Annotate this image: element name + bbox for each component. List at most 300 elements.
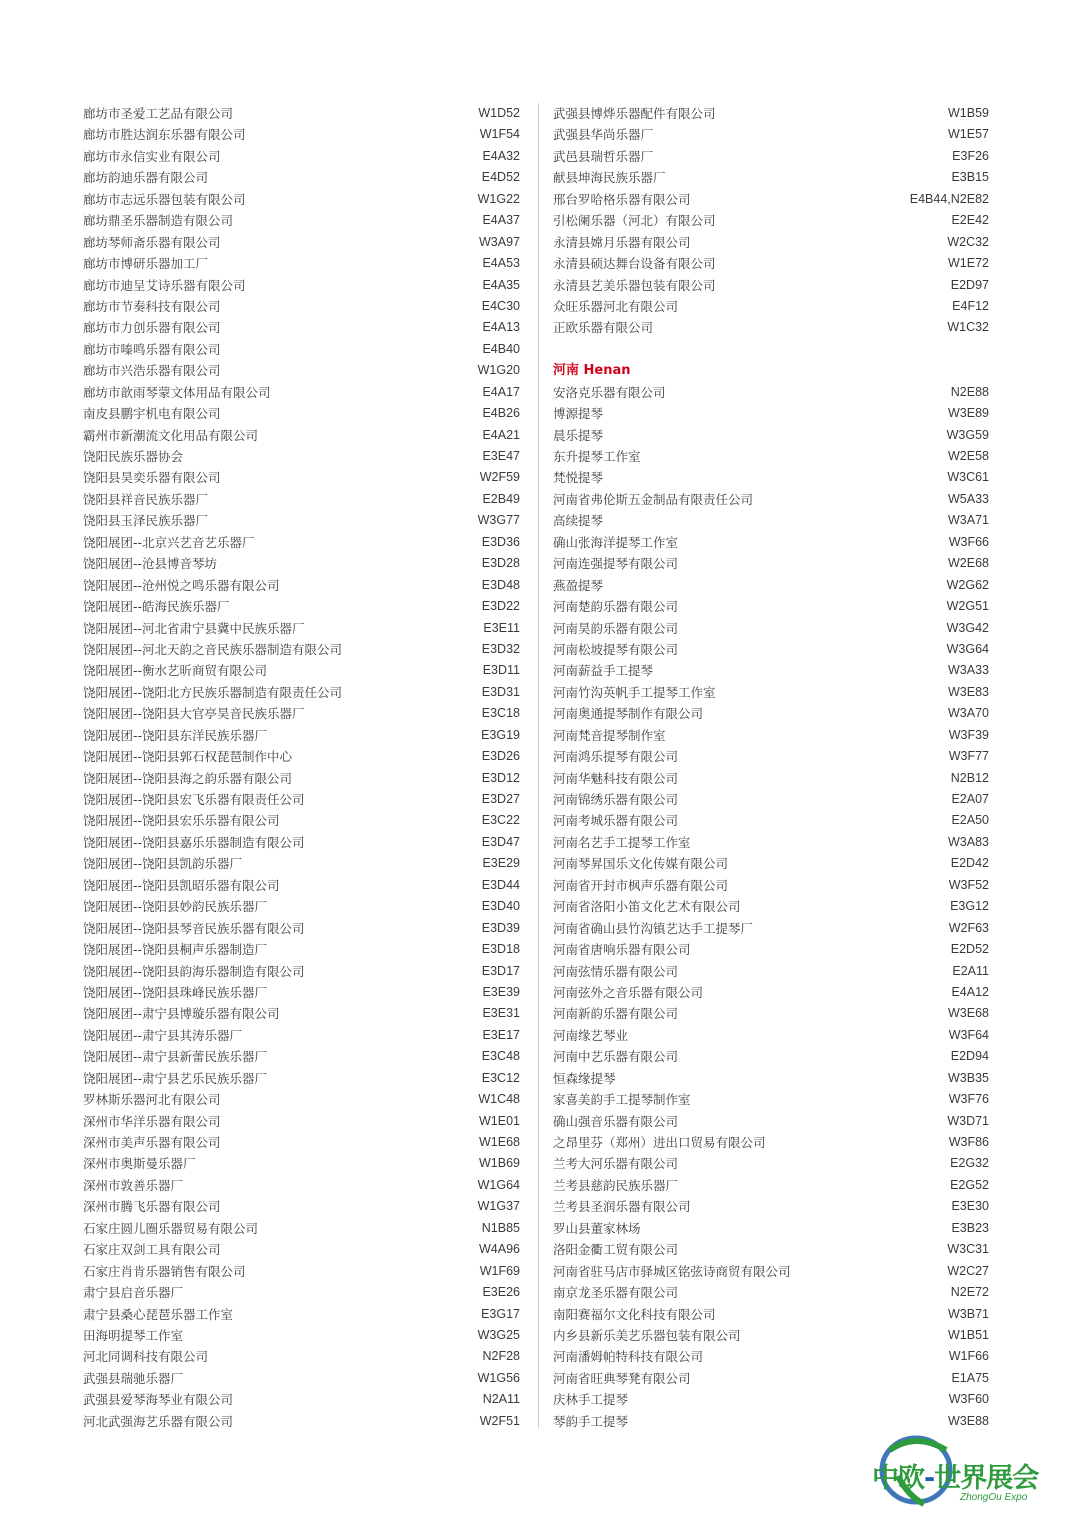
booth-number: W3A71 [948,513,989,528]
exhibitor-row [83,575,520,596]
exhibitor-row [83,275,520,296]
exhibitor-row [553,1089,989,1110]
exhibitor-name: 南京龙圣乐器有限公司 [553,1285,679,1301]
booth-number: W1G64 [477,1177,520,1192]
exhibitor-name: 饶阳民族乐器协会 [83,449,184,464]
exhibitor-name: 河南竹沟英帆手工提琴工作室 [553,684,716,700]
exhibitor-name: 饶阳展团--河北天韵之音民族乐器制造有限公司 [83,641,343,657]
exhibitor-row [83,1046,520,1067]
booth-number: W3E83 [948,684,989,699]
booth-number: W3G59 [946,427,989,442]
exhibitor-name: 饶阳展团--肃宁县艺乐民族乐器厂 [83,1070,268,1086]
exhibitor-name: 家喜美韵手工提琴制作室 [553,1092,691,1108]
exhibitor-row [553,382,989,403]
booth-number: E2G32 [950,1156,989,1171]
exhibitor-name: 饶阳展团--衡水艺昕商贸有限公司 [83,663,268,679]
exhibitor-name: 河南省驻马店市驿城区铭弦诗商贸有限公司 [553,1263,791,1279]
exhibitor-name: 河南琴昇国乐文化传媒有限公司 [553,856,729,872]
exhibitor-name: 洛阳金衢工贸有限公司 [553,1242,679,1258]
exhibitor-row [83,532,520,553]
booth-number: E3D28 [481,556,520,571]
booth-number: E3D22 [481,599,520,614]
booth-number: E3D39 [481,920,520,935]
exhibitor-name: 饶阳展团--饶阳县韵海乐器制造有限公司 [83,963,305,979]
exhibitor-name: 廊坊鼎圣乐器制造有限公司 [83,213,234,229]
henan-exhibitor-list [553,382,989,1432]
exhibitor-row [83,789,520,810]
booth-number: W3A70 [948,706,989,721]
exhibitor-name: 廊坊市志远乐器包装有限公司 [83,191,246,207]
exhibitor-row [83,768,520,789]
booth-number: W3C61 [947,470,989,485]
exhibitor-row [553,425,989,446]
booth-number: W1G20 [477,363,520,378]
exhibitor-name: 河南省开封市枫声乐器有限公司 [553,877,729,893]
exhibitor-row [83,510,520,531]
booth-number: W2F51 [479,1413,520,1428]
booth-number: E4A53 [482,256,520,271]
booth-number: E4A21 [482,427,520,442]
exhibitor-name: 廊坊市嗪鸣乐器有限公司 [83,341,221,357]
exhibitor-row [553,853,989,874]
booth-number: W1D52 [478,106,520,120]
booth-number: E3F26 [952,148,989,163]
booth-number: E3D48 [481,577,520,592]
exhibitor-name: 石家庄圆儿圈乐器贸易有限公司 [83,1220,259,1236]
booth-number: E3E11 [483,620,520,635]
exhibitor-row [553,124,989,145]
booth-number: W2F59 [479,470,520,485]
exhibitor-row [553,232,989,253]
exhibitor-row [83,939,520,960]
exhibitor-name: 永清县艺美乐器包装有限公司 [553,277,716,293]
booth-number: W3F66 [948,534,989,549]
booth-number: E2A50 [951,813,989,828]
exhibitor-name: 石家庄肖肯乐器销售有限公司 [83,1263,246,1279]
exhibitor-row [553,746,989,767]
booth-number: W4A96 [479,1242,520,1257]
booth-number: W3F76 [948,1092,989,1107]
exhibitor-row [83,446,520,467]
exhibitor-row [83,296,520,317]
booth-number: E2A11 [952,963,989,978]
exhibitor-row [553,918,989,939]
exhibitor-name: 田海明提琴工作室 [83,1327,184,1343]
exhibitor-row [553,1046,989,1067]
exhibitor-name: 兰考大河乐器有限公司 [553,1156,679,1172]
exhibitor-name: 河南连强提琴有限公司 [553,556,679,572]
exhibitor-row [553,982,989,1003]
exhibitor-row [553,1368,989,1389]
exhibitor-name: 武强县华尚乐器厂 [553,127,654,143]
exhibitor-name: 献县坤海民族乐器厂 [553,170,666,186]
booth-number: W1B51 [948,1327,989,1342]
booth-number: W3F64 [948,1027,989,1042]
exhibitor-name: 河南昊韵乐器有限公司 [553,620,679,636]
exhibitor-name: 琴韵手工提琴 [553,1413,629,1429]
booth-number: W3F60 [948,1392,989,1407]
exhibitor-name: 兰考县慈韵民族乐器厂 [553,1177,679,1193]
exhibitor-name: 燕盈提琴 [553,577,604,593]
logo-chinese-text: 中欧-世界展会 [872,1463,1039,1494]
exhibitor-name: 霸州市新潮流文化用品有限公司 [83,427,259,443]
exhibitor-row [83,746,520,767]
exhibitor-name: 确山张海洋提琴工作室 [553,534,679,550]
exhibitor-name: 廊坊市永信实业有限公司 [83,148,221,164]
exhibitor-name: 庆林手工提琴 [553,1392,629,1408]
booth-number: E3E29 [482,856,520,871]
exhibitor-name: 河南省确山县竹沟镇艺达手工提琴厂 [553,920,754,936]
exhibitor-name: 饶阳展团--饶阳县妙韵民族乐器厂 [83,899,268,915]
booth-number: W3G64 [946,641,989,656]
exhibitor-row [553,725,989,746]
exhibitor-name: 肃宁县启音乐器厂 [83,1285,184,1301]
exhibitor-row [83,1153,520,1174]
exhibitor-row [83,1025,520,1046]
booth-number: E2D42 [950,856,989,871]
booth-number: E3D44 [481,877,520,892]
exhibitor-row [83,467,520,488]
exhibitor-row [83,918,520,939]
exhibitor-row [553,1346,989,1367]
booth-number: N2E72 [950,1285,989,1300]
exhibitor-row [553,1304,989,1325]
exhibitor-name: 引松阑乐器（河北）有限公司 [553,213,716,229]
booth-number: E3B15 [951,170,989,185]
exhibitor-name: 河南奥通提琴制作有限公司 [553,706,704,722]
exhibitor-name: 深州市敦善乐器厂 [83,1177,184,1193]
exhibitor-name: 永清县硕达舞台设备有限公司 [553,256,716,272]
exhibitor-row [83,103,520,124]
exhibitor-name: 深州市美声乐器有限公司 [83,1135,221,1150]
exhibitor-row [553,1068,989,1089]
exhibitor-name: 罗山县董家林场 [553,1220,641,1236]
booth-number: W2C27 [947,1263,989,1278]
exhibitor-row [83,1175,520,1196]
exhibitor-name: 廊坊市力创乐器有限公司 [83,320,221,336]
exhibitor-name: 河南弦外之音乐器有限公司 [553,984,704,1000]
exhibitor-name: 饶阳展团--肃宁县博璇乐器有限公司 [83,1006,280,1022]
exhibitor-name: 饶阳县昊奕乐器有限公司 [83,470,221,486]
exhibitor-name: 邢台罗哈格乐器有限公司 [553,191,691,207]
exhibitor-name: 廊坊市迪呈艾诗乐器有限公司 [83,277,246,293]
exhibitor-name: 饶阳展团--肃宁县新蕾民族乐器厂 [83,1049,268,1065]
booth-number: W2E58 [948,449,989,463]
exhibitor-row [83,382,520,403]
exhibitor-row [553,1325,989,1346]
exhibitor-row [553,1389,989,1410]
booth-number: N2E88 [950,384,989,399]
exhibitor-row [83,618,520,639]
exhibitor-name: 河南潘姆帕特科技有限公司 [553,1349,704,1365]
booth-number: E3D36 [481,534,520,549]
exhibitor-name: 廊坊市圣爱工艺品有限公司 [83,106,234,121]
exhibitor-row [553,1175,989,1196]
booth-number: E3C48 [481,1049,520,1064]
booth-number: W1F66 [948,1349,989,1364]
exhibitor-name: 饶阳展团--饶阳县凯韵乐器厂 [83,856,243,872]
booth-number: W2G62 [946,577,989,592]
exhibitor-row [553,553,989,574]
exhibitor-row [553,210,989,231]
exhibitor-row [83,167,520,188]
exhibitor-name: 晨乐提琴 [553,427,604,443]
exhibitor-row [83,682,520,703]
booth-number: E3E30 [951,1199,989,1214]
booth-number: E2E42 [951,213,989,228]
booth-number: E4F12 [952,298,989,313]
exhibitor-name: 内乡县新乐美艺乐器包装有限公司 [553,1327,741,1343]
exhibitor-row [553,810,989,831]
booth-number: E4B40 [482,341,520,356]
booth-number: E3E47 [482,449,520,463]
exhibitor-name: 河南弦情乐器有限公司 [553,963,679,979]
exhibitor-row [83,1304,520,1325]
exhibitor-row [83,725,520,746]
booth-number: W1E57 [948,127,989,142]
exhibitor-row [83,232,520,253]
booth-number: E3D17 [481,963,520,978]
exhibitor-name: 廊坊韵迪乐器有限公司 [83,170,209,186]
exhibitor-name: 廊坊市歆雨琴蒙文体用品有限公司 [83,384,271,400]
booth-number: W3F77 [948,749,989,764]
exhibitor-row [83,596,520,617]
booth-number: W1E72 [948,256,989,271]
exhibitor-row [83,1239,520,1260]
exhibitor-name: 河南省唐响乐器有限公司 [553,942,691,958]
exhibitor-name: 廊坊市节奏科技有限公司 [83,298,221,314]
exhibitor-row [553,961,989,982]
booth-number: E3D27 [481,792,520,806]
exhibitor-name: 饶阳展团--饶阳县琴音民族乐器有限公司 [83,920,305,936]
exhibitor-name: 罗林斯乐器河北有限公司 [83,1092,221,1108]
exhibitor-name: 博源提琴 [553,406,604,422]
exhibitor-row [553,789,989,810]
exhibitor-row [553,446,989,467]
exhibitor-row [83,1089,520,1110]
exhibitor-name: 饶阳展团--饶阳县郭石权琵琶制作中心 [83,749,293,765]
booth-number: W2G51 [946,599,989,614]
exhibitor-row [83,1389,520,1410]
exhibitor-row [83,961,520,982]
exhibitor-name: 廊坊市博研乐器加工厂 [83,256,209,272]
exhibitor-name: 饶阳展团--饶阳县大官亭昊音民族乐器厂 [83,706,305,722]
exhibitor-name: 河南中艺乐器有限公司 [553,1049,679,1065]
booth-number: W1C32 [947,320,989,335]
exhibitor-row [83,1196,520,1217]
exhibitor-name: 河南省洛阳小笛文化艺术有限公司 [553,899,741,915]
exhibitor-name: 安洛克乐器有限公司 [553,384,666,400]
exhibitor-row [553,1196,989,1217]
booth-number: W2E68 [948,556,989,571]
exhibitor-row [83,317,520,338]
booth-number: W1F69 [479,1263,520,1278]
booth-number: W1E01 [479,1113,520,1128]
exhibitor-name: 深州市奥斯曼乐器厂 [83,1156,196,1172]
exhibitor-name: 饶阳县祥音民族乐器厂 [83,491,209,507]
exhibitor-row [83,660,520,681]
booth-number: W1G22 [477,191,520,206]
booth-number: W3B35 [948,1070,989,1085]
exhibitor-name: 饶阳展团--饶阳县凯昭乐器有限公司 [83,877,280,893]
exhibitor-name: 河南考城乐器有限公司 [553,813,679,829]
exhibitor-name: 石家庄双剑工具有限公司 [83,1242,221,1258]
booth-number: E3G17 [481,1306,520,1321]
booth-number: W2F63 [948,920,989,935]
booth-number: E3C12 [481,1070,520,1085]
booth-number: W3E68 [948,1006,989,1021]
exhibitor-row [553,275,989,296]
booth-number: E3D31 [481,684,520,699]
exhibitor-name: 饶阳展团--饶阳县桐声乐器制造厂 [83,942,268,958]
exhibitor-name: 饶阳展团--沧县博音琴坊 [83,556,218,572]
exhibitor-name: 饶阳展团--肃宁县其涛乐器厂 [83,1027,243,1043]
exhibitor-name: 梵悦提琴 [553,470,604,486]
booth-number: E4A35 [482,277,520,292]
booth-number: E2G52 [950,1177,989,1192]
booth-number: W3E88 [948,1413,989,1428]
logo-english-text: ZhongOu Expo [960,1492,1028,1503]
exhibitor-row [553,1153,989,1174]
exhibitor-name: 饶阳展团--饶阳北方民族乐器制造有限责任公司 [83,684,343,700]
exhibitor-name: 河北同调科技有限公司 [83,1349,209,1365]
exhibitor-row [553,896,989,917]
exhibitor-row [553,1261,989,1282]
exhibitor-row [553,510,989,531]
exhibitor-row [553,317,989,338]
exhibitor-row [83,703,520,724]
booth-number: W1F54 [479,127,520,142]
booth-number: W3F39 [948,727,989,742]
booth-number: E3D18 [481,942,520,957]
exhibitor-row [83,639,520,660]
exhibitor-name: 河南缘艺琴业 [553,1027,629,1043]
booth-number: W1B69 [479,1156,520,1171]
exhibitor-row [83,360,520,381]
exhibitor-name: 饶阳展团--饶阳县宏飞乐器有限责任公司 [83,792,305,807]
exhibitor-row [83,810,520,831]
exhibitor-name: 武强县瑞驰乐器厂 [83,1370,184,1386]
exhibitor-row [83,832,520,853]
booth-number: W1E68 [479,1135,520,1149]
booth-number: E4A32 [482,148,520,163]
exhibitor-row [553,939,989,960]
exhibitor-row [83,403,520,424]
exhibitor-row [83,489,520,510]
exhibitor-name: 之昂里芬（郑州）进出口贸易有限公司 [553,1135,766,1150]
booth-number: E3E26 [482,1285,520,1300]
exhibitor-name: 饶阳展团--饶阳县东洋民族乐器厂 [83,727,268,743]
booth-number: E4B26 [482,406,520,421]
booth-number: E2B49 [482,491,520,506]
exhibitor-name: 廊坊市胜达润东乐器有限公司 [83,127,246,143]
exhibitor-row [553,296,989,317]
exhibitor-name: 河南松坡提琴有限公司 [553,641,679,657]
exhibitor-name: 河南省旺典琴凳有限公司 [553,1370,691,1386]
exhibitor-name: 饶阳展团--河北省肃宁县冀中民族乐器厂 [83,620,305,636]
exhibitor-row [553,682,989,703]
booth-number: W3G25 [477,1327,520,1342]
booth-number: E3D47 [481,834,520,849]
exhibitor-name: 正欧乐器有限公司 [553,320,654,336]
exhibitor-row [83,146,520,167]
exhibitor-row [553,403,989,424]
exhibitor-name: 饶阳展团--北京兴艺音艺乐器厂 [83,534,255,550]
booth-number: E3C22 [481,813,520,828]
booth-number: E3G12 [950,899,989,914]
exhibitor-row [83,253,520,274]
exhibitor-row [553,1282,989,1303]
exhibitor-row [83,1003,520,1024]
exhibitor-name: 武强县爱琴海琴业有限公司 [83,1392,234,1408]
booth-number: N2B12 [950,770,989,785]
booth-number: E3B23 [951,1220,989,1235]
booth-number: E3D40 [481,899,520,914]
booth-number: W3A33 [948,663,989,678]
exhibitor-name: 饶阳展团--饶阳县宏乐乐器有限公司 [83,813,280,829]
exhibitor-name: 河南名艺手工提琴工作室 [553,834,691,850]
exhibitor-name: 廊坊市兴浩乐器有限公司 [83,363,221,379]
booth-number: E4A37 [482,213,520,228]
section-title-henan: 河南 Henan [553,363,631,379]
booth-number: E2A07 [951,792,989,806]
exhibitor-row [553,532,989,553]
booth-number: W1G56 [477,1370,520,1385]
booth-number: E4D52 [481,170,520,185]
booth-number: E3G19 [481,727,520,742]
exhibitor-row [83,982,520,1003]
exhibitor-row [83,1132,520,1153]
booth-number: E4A12 [951,984,989,999]
booth-number: W1B59 [948,106,989,120]
exhibitor-row [553,575,989,596]
exhibitor-row [553,639,989,660]
exhibitor-name: 东升提琴工作室 [553,449,641,464]
exhibitor-row [553,660,989,681]
exhibitor-row [83,875,520,896]
booth-number: E3D12 [481,770,520,785]
booth-number: W3D71 [947,1113,989,1128]
exhibitor-row [553,146,989,167]
exhibitor-row [83,1325,520,1346]
exhibitor-row [553,1218,989,1239]
booth-number: W2C32 [947,234,989,249]
exhibitor-row [553,103,989,124]
exhibitor-row [83,896,520,917]
exhibitor-name: 武强县博烨乐器配件有限公司 [553,106,716,121]
booth-number: W3F52 [948,877,989,892]
exhibitor-name: 武邑县瑞哲乐器厂 [553,148,654,164]
zhongou-expo-logo [868,1426,1068,1516]
booth-number: W3G77 [477,513,520,528]
exhibitor-name: 高续提琴 [553,513,604,529]
exhibitor-name: 确山强音乐器有限公司 [553,1113,679,1129]
exhibitor-row [553,1111,989,1132]
booth-number: N2F28 [482,1349,520,1364]
booth-number: E3E31 [482,1006,520,1021]
hebei-continued-list [553,103,989,339]
exhibitor-row [83,1368,520,1389]
booth-number: N2A11 [482,1392,520,1407]
booth-number: E2D97 [950,277,989,292]
exhibitor-name: 河北武强海艺乐器有限公司 [83,1413,234,1429]
exhibitor-row [553,253,989,274]
exhibitor-name: 深州市腾飞乐器有限公司 [83,1199,221,1215]
exhibitor-name: 饶阳展团--饶阳县嘉乐乐器制造有限公司 [83,834,305,850]
exhibitor-row [553,832,989,853]
exhibitor-row [83,425,520,446]
booth-number: E3D11 [482,663,520,678]
